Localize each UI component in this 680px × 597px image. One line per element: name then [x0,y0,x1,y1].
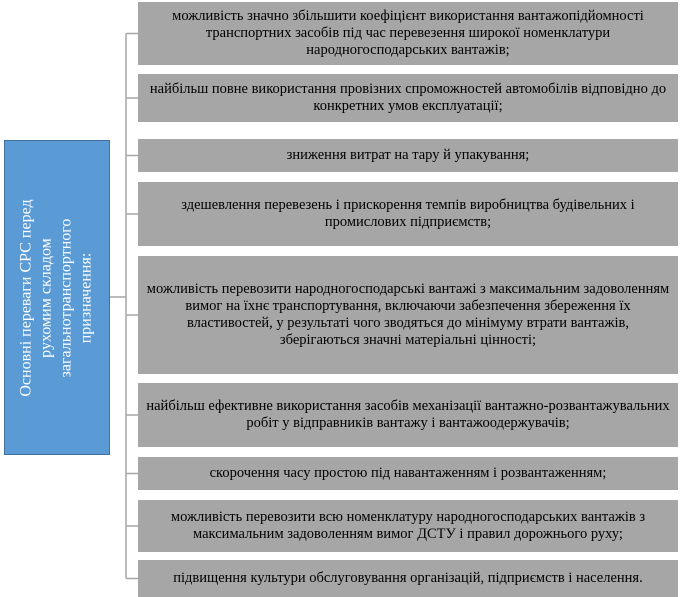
advantage-item-8: можливість перевозити всю номенклатуру народногосподарських вантажів з максимальним задоволенням вимог ДСТУ і правил дорожнього руху; [138,500,678,552]
advantage-item-9: підвищення культури обслуговування організацій, підприємств і населення. [138,560,678,597]
advantage-item-6: найбільш ефективне використання засобів механізації вантажно-розвантажувальних робіт у відправників вантажу і вантажоодержувачів; [138,383,678,447]
root-label-line: загальнотранспортного [58,218,75,377]
root-label-line: призначення: [78,252,95,343]
advantage-item-2: найбільш повне використання провізних спроможностей автомобілів відповідно до конкретних умов експлуатації; [138,74,678,122]
root-category-label [17,199,97,396]
advantage-item-3: зниження витрат на тару й упакування; [138,139,678,172]
root-label-line: рухомим складом [38,237,55,358]
advantage-item-7: скорочення часу простою під навантаженням і розвантаженням; [138,457,678,490]
advantage-item-4: здешевлення перевезень і прискорення темпів виробництва будівельних і промислових підприємств; [138,182,678,246]
advantage-item-5: можливість перевозити народногосподарські вантажі з максимальним задоволенням вимог на їхнє транспортування, включаючи забезпечення збереження їх властивостей, у результаті чого зводяться до мінімуму втрати вантажів, зберігаються значні матеріальні цінності; [138,256,678,374]
root-category-box [4,140,110,455]
root-label-line: Основні переваги СРС перед [18,198,35,397]
advantage-item-1: можливість значно збільшити коефіцієнт використання вантажопідйомності транспортних засобів під час перевезення широкої номенклатури народногосподарських вантажів; [138,2,678,65]
